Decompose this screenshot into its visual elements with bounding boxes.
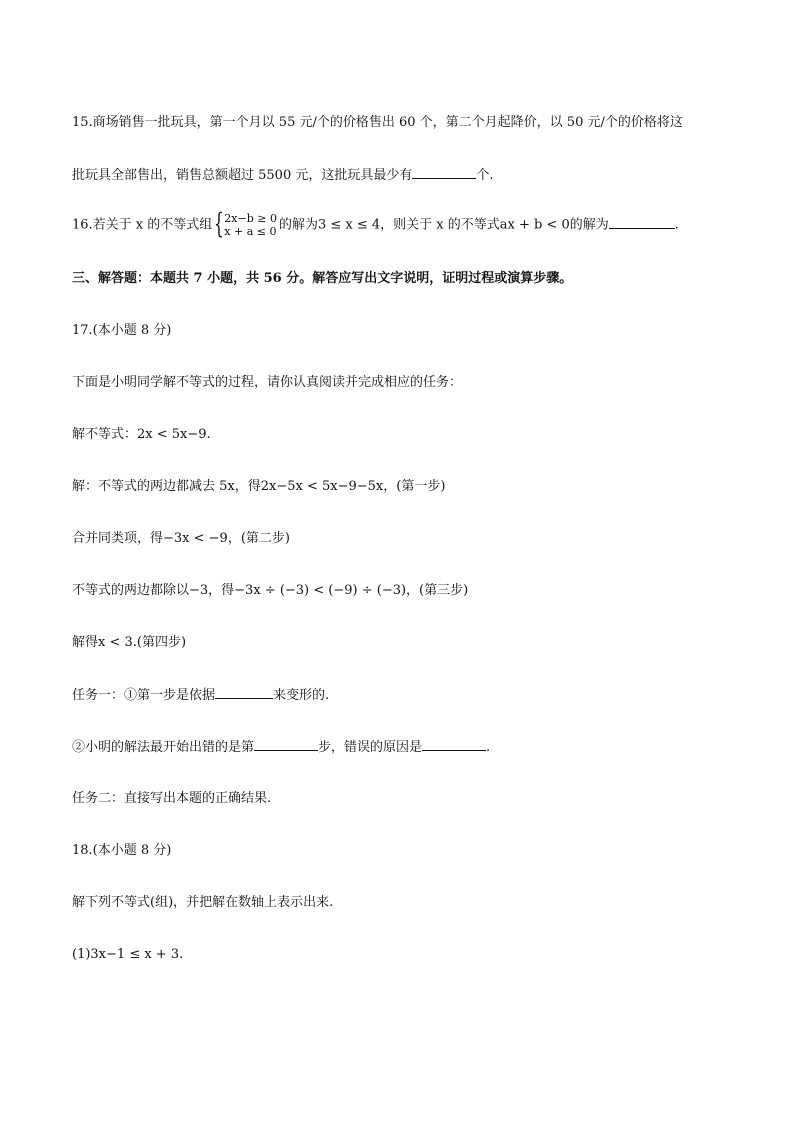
q16-line <box>72 207 679 241</box>
q17-step1: 解：不等式的两边都减去 5x，得2x−5x < 5x−9−5x，(第一步) <box>72 479 446 494</box>
q18-header: 18.(本小题 8 分) <box>72 843 172 858</box>
q16-inequality-system <box>214 207 277 240</box>
q17-task1-blank <box>215 686 273 699</box>
q16-eq1: 2x−b ≥ 0 <box>224 212 277 225</box>
q17-task1-text: 任务一：①第一步是依据 <box>72 688 216 703</box>
q16-prefix: 16.若关于 x 的不等式组 <box>72 217 213 233</box>
q17-step2: 合并同类项，得−3x < −9，(第二步) <box>72 531 290 546</box>
q17-problem: 解不等式：2x < 5x−9. <box>72 427 211 442</box>
q15-line2-end: 个. <box>476 168 494 183</box>
q15-answer-blank <box>412 166 476 179</box>
q17-step3: 不等式的两边都除以−3，得−3x ÷ (−3) < (−9) ÷ (−3)，(第三步) <box>72 583 469 598</box>
q17-intro: 下面是小明同学解不等式的过程，请你认真阅读并完成相应的任务： <box>72 375 463 390</box>
q17-step4: 解得x < 3.(第四步) <box>72 635 187 650</box>
q17-task2-blank2 <box>422 738 486 751</box>
q16-brace: { <box>214 207 225 240</box>
q17-header: 17.(本小题 8 分) <box>72 323 172 338</box>
q17-task2 <box>72 738 490 757</box>
q17-task1-end: 来变形的. <box>273 688 330 703</box>
q15-line1: 15.商场销售一批玩具，第一个月以 55 元/个的价格售出 60 个，第二个月起降价，以 50 元/个的价格将这 <box>72 115 683 130</box>
q16-answer-blank <box>609 216 675 229</box>
q16-equations <box>224 210 277 238</box>
q17-task2-end: . <box>486 740 491 755</box>
q17-task1 <box>72 686 329 705</box>
q17-task2-blank1 <box>254 738 318 751</box>
q18-intro: 解下列不等式(组)，并把解在数轴上表示出来. <box>72 895 334 910</box>
q16-end: . <box>674 217 679 233</box>
q18-part1: (1)3x−1 ≤ x + 3. <box>72 947 184 962</box>
section-3-heading: 三、解答题：本题共 7 小题，共 56 分。解答应写出文字说明，证明过程或演算步骤。 <box>72 271 573 286</box>
q17-task2-text: ②小明的解法最开始出错的是第 <box>72 740 255 755</box>
q15-line2 <box>72 166 494 185</box>
q16-eq2: x + a ≤ 0 <box>224 225 277 238</box>
q17-task2-mid: 步，错误的原因是 <box>318 740 423 755</box>
q16-suffix: 的解为3 ≤ x ≤ 4，则关于 x 的不等式ax + b < 0的解为 <box>278 217 609 233</box>
q17-task3: 任务二：直接写出本题的正确结果. <box>72 791 272 806</box>
q15-line2-text: 批玩具全部售出，销售总额超过 5500 元，这批玩具最少有 <box>72 168 413 183</box>
